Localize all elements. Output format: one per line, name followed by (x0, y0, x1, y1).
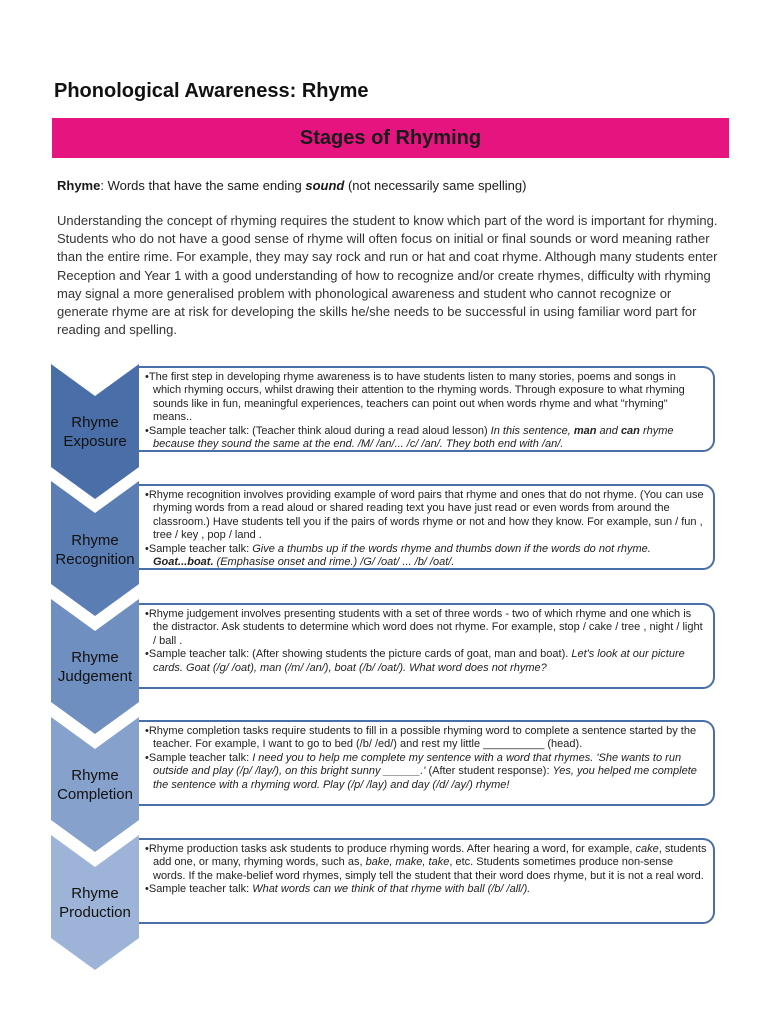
definition-text-after: (not necessarily same spelling) (344, 178, 527, 193)
stage-completion-point-2: •Sample teacher talk: I need you to help me complete my sentence with a word that rhymes. 'She wants to run outside and play (/p/ /lay/), on this bright sunny ______.' (After student response): Yes, you helped me complete the sentence with a rhyming word. Play (/p/ /lay) and day (/d/ /ay/) rhyme! (145, 751, 697, 791)
definition-text-before: : Words that have the same ending (100, 178, 306, 193)
banner-title: Stages of Rhyming (299, 126, 482, 149)
stage-judgement-box (139, 603, 715, 689)
stage-production-label (51, 884, 139, 922)
stage-production-label-line1: Rhyme (71, 885, 119, 902)
stage-exposure-point-2: •Sample teacher talk: (Teacher think aloud during a read aloud lesson) In this sentence, man and can rhyme because they sound the same at the end. /M/ /an/... /c/ /an/. They both end with /an/. (145, 424, 674, 451)
stage-completion-label-line1: Rhyme (71, 767, 119, 784)
stage-judgement-point-2: •Sample teacher talk: (After showing students the picture cards of goat, man and boat). Let's look at our picture cards. Goat (/g/ /oat), man (/m/ /an/), boat (/b/ /oat/). What word does not rhyme? (145, 648, 685, 674)
stage-completion-point-1: •Rhyme completion tasks require students to fill in a possible rhyming word to complete a sentence started by the teacher. For example, I want to go to bed (/b/ /ed/) and rest my little __________ (head). (145, 725, 697, 751)
stage-production-point-1: •Rhyme production tasks ask students to produce rhyming words. After hearing a word, for example, cake, students add one, or many, rhyming words, such as, bake, make, take, etc. Students sometimes produce non-sense words. If the make-belief word rhymes, simply tell the student that their word does rhyme, but it is not a real word. (145, 843, 707, 882)
stage-recognition-label (51, 531, 139, 569)
stage-exposure-point-1: •The first step in developing rhyme awareness is to have students listen to many stories, poems and songs in which rhyming occurs, whilst drawing their attention to the rhyming words. Through exposure to what rhyming sounds like in fun, meaningful experiences, teachers can point out when words rhyme and what "rhyming" means.. (145, 371, 685, 424)
stage-recognition-label-line1: Rhyme (71, 532, 119, 549)
stage-exposure-label (51, 413, 139, 451)
stage-production-point-2: •Sample teacher talk: What words can we think of that rhyme with ball (/b/ /all/). (145, 883, 531, 896)
stage-judgement-label (51, 648, 139, 686)
stage-recognition-point-1: •Rhyme recognition involves providing example of word pairs that rhyme and ones that do not rhyme. (You can use rhyming words from a read aloud or shared reading text you have just read or even words from around the classroom.) Have students tell you if the pairs of words rhyme or not and how they know. For example, sun / fun , tree / key , pop / land . (145, 489, 704, 542)
stage-exposure-label-line1: Rhyme (71, 414, 119, 431)
stage-judgement-point-1: •Rhyme judgement involves presenting students with a set of three words - two of which rhyme and one which is the distractor. Ask students to determine which word does not rhyme. For example, stop / cake / tree , night / light / ball . (145, 608, 703, 647)
stage-judgement-label-line2: Judgement (57, 668, 133, 685)
definition-emphasis: sound (305, 178, 345, 193)
stage-exposure-label-line2: Exposure (63, 433, 127, 450)
stage-recognition-point-2: •Sample teacher talk: Give a thumbs up if the words rhyme and thumbs down if the words do not rhyme. Goat...boat. (Emphasise onset and rime.) /G/ /oat/ ... /b/ /oat/. (145, 542, 651, 569)
stage-completion-box (139, 720, 715, 806)
intro-paragraph: Understanding the concept of rhyming requires the student to know which part of the word is important for rhyming. Students who do not have a good sense of rhyme will often focus on initial or final sounds or word meaning rather than the entire rime. For example, they may say rock and run or hat and coat rhyme. Although many students enter Reception and Year 1 with a good understanding of how to recognize and/or create rhymes, difficulty with rhyming may signal a more generalised problem with phonological awareness and student who cannot recognize or generate rhyme are at risk for developing the skills he/she needs to be successful in using familiar word part for reading and spelling. (57, 213, 718, 338)
stage-production-box (139, 838, 715, 924)
stage-completion-label (51, 766, 139, 804)
stage-recognition-label-line2: Recognition (55, 551, 135, 568)
definition-term: Rhyme (57, 178, 101, 193)
stage-judgement-label-line1: Rhyme (71, 649, 119, 666)
page-title: Phonological Awareness: Rhyme (54, 80, 369, 102)
stage-completion-label-line2: Completion (57, 786, 133, 803)
stage-production-label-line2: Production (59, 904, 131, 921)
stage-recognition-box (139, 484, 715, 570)
stage-exposure-box (139, 366, 715, 452)
